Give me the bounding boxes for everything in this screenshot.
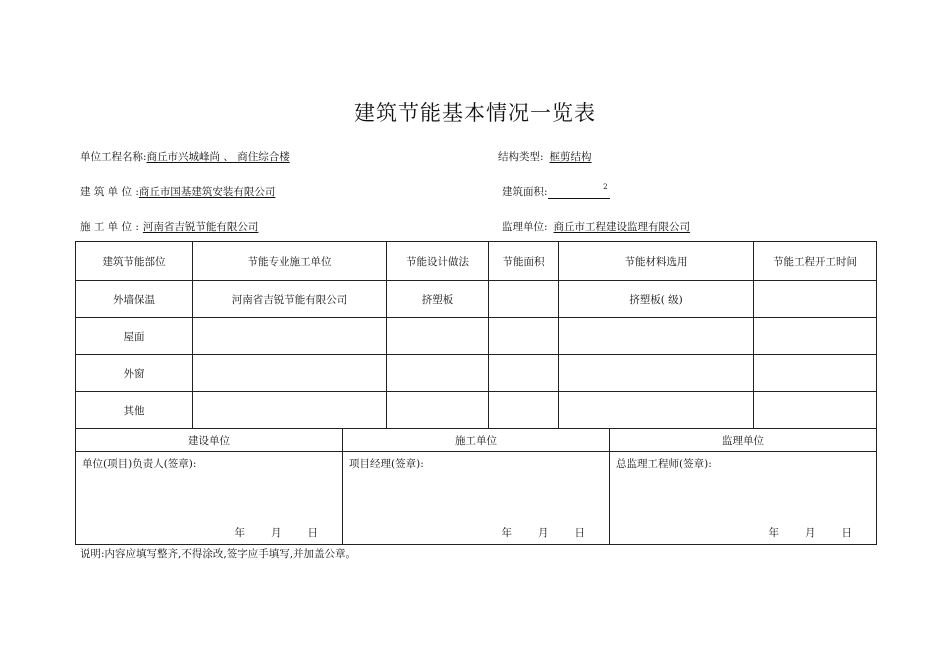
date-year: 年 bbox=[768, 527, 779, 539]
table-row bbox=[76, 318, 877, 355]
date-year: 年 bbox=[234, 527, 245, 539]
structure-type-value: 框剪结构 bbox=[549, 151, 592, 163]
supervisor-label: 监理单位: bbox=[502, 221, 548, 233]
energy-saving-table bbox=[75, 241, 877, 429]
table-cell bbox=[754, 392, 877, 429]
date-month: 月 bbox=[538, 527, 549, 539]
table-cell bbox=[559, 355, 754, 392]
table-cell: 河南省吉锐节能有限公司 bbox=[193, 281, 387, 318]
table-cell bbox=[754, 355, 877, 392]
table-row bbox=[76, 281, 877, 318]
table-cell bbox=[193, 392, 387, 429]
date-day: 日 bbox=[574, 527, 585, 539]
builder-row bbox=[80, 184, 275, 199]
builder-label: 建 筑 单 位 : bbox=[80, 186, 139, 198]
header-cell: 节能设计做法 bbox=[387, 242, 489, 281]
building-area-row bbox=[502, 184, 610, 199]
table-cell bbox=[559, 318, 754, 355]
table-row bbox=[76, 392, 877, 429]
signature-date bbox=[743, 525, 853, 540]
signature-header-cell: 施工单位 bbox=[343, 429, 610, 452]
table-cell: 挤塑板 bbox=[387, 281, 489, 318]
date-day: 日 bbox=[841, 527, 852, 539]
header-cell: 建筑节能部位 bbox=[76, 242, 193, 281]
table-cell bbox=[489, 318, 559, 355]
header-cell: 节能工程开工时间 bbox=[754, 242, 877, 281]
signature-header-cell: 建设单位 bbox=[76, 429, 343, 452]
table-cell: 外窗 bbox=[76, 355, 193, 392]
project-name-value: 商丘市兴城峰尚 、 商住综合楼 bbox=[146, 151, 290, 163]
table-cell: 其他 bbox=[76, 392, 193, 429]
supervisor-signature-box bbox=[610, 452, 877, 545]
table-cell bbox=[754, 318, 877, 355]
table-cell: 屋面 bbox=[76, 318, 193, 355]
date-month: 月 bbox=[271, 527, 282, 539]
area-unit-sup: 2 bbox=[603, 183, 608, 191]
table-cell bbox=[193, 318, 387, 355]
signature-date bbox=[209, 525, 319, 540]
table-cell bbox=[489, 355, 559, 392]
structure-type-label: 结构类型: bbox=[498, 151, 544, 163]
project-name-label: 单位工程名称: bbox=[80, 151, 147, 163]
table-cell bbox=[387, 392, 489, 429]
table-cell: 外墙保温 bbox=[76, 281, 193, 318]
date-day: 日 bbox=[307, 527, 318, 539]
contractor-row bbox=[80, 219, 258, 234]
table-cell bbox=[559, 392, 754, 429]
header-cell: 节能材料选用 bbox=[559, 242, 754, 281]
header-cell: 节能专业施工单位 bbox=[193, 242, 387, 281]
table-cell bbox=[387, 318, 489, 355]
table-cell bbox=[387, 355, 489, 392]
table-cell bbox=[489, 392, 559, 429]
table-header-row bbox=[76, 242, 877, 281]
signature-box-row bbox=[76, 452, 877, 545]
signature-date bbox=[476, 525, 586, 540]
footnote: 说明:内容应填写整齐,不得涂改,签字应手填写,并加盖公章。 bbox=[80, 548, 357, 560]
contractor-label: 施 工 单 位 : bbox=[80, 221, 139, 233]
building-area-label: 建筑面积: bbox=[502, 186, 548, 198]
table-cell bbox=[193, 355, 387, 392]
header-cell: 节能面积 bbox=[489, 242, 559, 281]
structure-type-row bbox=[498, 149, 592, 164]
table-cell: 挤塑板( 级) bbox=[559, 281, 754, 318]
table-cell bbox=[489, 281, 559, 318]
signature-header-row bbox=[76, 429, 877, 452]
table-cell bbox=[754, 281, 877, 318]
contractor-signature-box bbox=[343, 452, 610, 545]
supervisor-row bbox=[502, 219, 690, 234]
signature-label: 总监理工程师(签章): bbox=[616, 458, 712, 470]
building-area-field bbox=[548, 183, 610, 199]
page-title: 建筑节能基本情况一览表 bbox=[354, 101, 596, 125]
signature-table bbox=[75, 428, 877, 545]
contractor-value: 河南省吉锐节能有限公司 bbox=[142, 221, 259, 233]
signature-header-cell: 监理单位 bbox=[610, 429, 877, 452]
builder-signature-box bbox=[76, 452, 343, 545]
supervisor-value: 商丘市工程建设监理有限公司 bbox=[553, 221, 691, 233]
date-year: 年 bbox=[501, 527, 512, 539]
project-name-row bbox=[80, 149, 290, 164]
signature-label: 单位(项目)负责人(签章): bbox=[82, 458, 197, 470]
builder-value: 商丘市国基建筑安装有限公司 bbox=[138, 186, 276, 198]
date-month: 月 bbox=[805, 527, 816, 539]
signature-label: 项目经理(签章): bbox=[349, 458, 424, 470]
table-row bbox=[76, 355, 877, 392]
